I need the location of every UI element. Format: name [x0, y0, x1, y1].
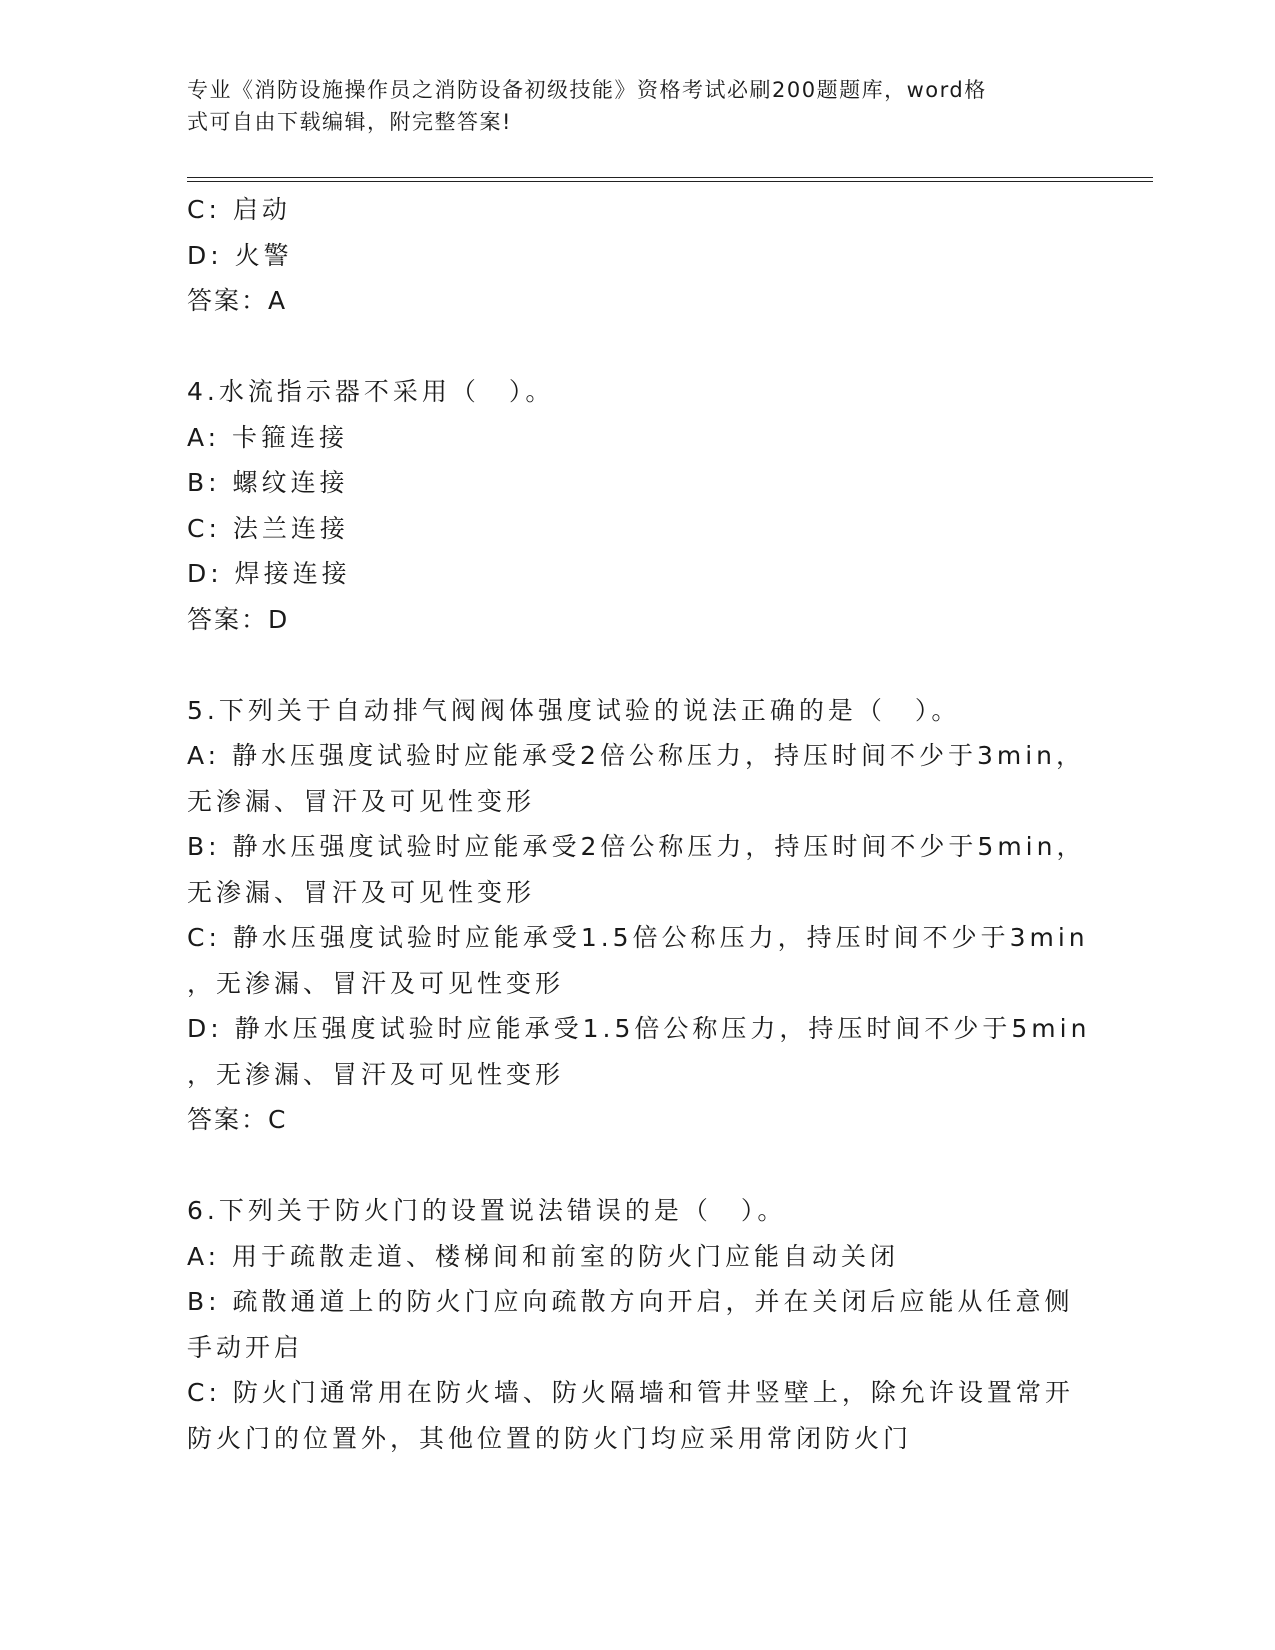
header-divider-bottom	[187, 181, 1153, 182]
q6-option-a: A: 用于疏散走道、楼梯间和前室的防火门应能自动关闭	[187, 1241, 900, 1271]
q5-option-d-line-1: D: 静水压强度试验时应能承受1.5倍公称压力，持压时间不少于5min	[187, 1014, 1091, 1043]
document-header	[187, 74, 1067, 138]
q4-stem: 4.水流指示器不采用（ ）。	[187, 377, 555, 406]
question-3-tail	[187, 187, 1087, 324]
q3-option-d: D: 火警	[187, 240, 293, 270]
q5-answer: 答案：C	[187, 1105, 288, 1134]
q5-option-a-line-1: A: 静水压强度试验时应能承受2倍公称压力，持压时间不少于3min，	[187, 741, 1085, 770]
q3-answer: 答案：A	[187, 286, 288, 315]
header-divider-top	[187, 177, 1153, 178]
q4-option-d: D: 焊接连接	[187, 559, 351, 588]
q5-option-b-line-2: 无渗漏、冒汗及可见性变形	[187, 877, 536, 907]
q6-option-b-line-1: B: 疏散通道上的防火门应向疏散方向开启，并在关闭后应能从任意侧	[187, 1287, 1074, 1316]
q6-stem: 6.下列关于防火门的设置说法错误的是（ ）。	[187, 1196, 787, 1225]
q5-stem: 5.下列关于自动排气阀阀体强度试验的说法正确的是（ ）。	[187, 695, 961, 725]
q5-option-c-line-1: C: 静水压强度试验时应能承受1.5倍公称压力，持压时间不少于3min	[187, 923, 1089, 952]
question-5	[187, 688, 1091, 1143]
q5-option-c-line-2: ，无渗漏、冒汗及可见性变形	[187, 968, 565, 998]
question-gap	[187, 324, 1087, 370]
q6-option-b-line-2: 手动开启	[187, 1332, 304, 1362]
header-line-2: 式可自由下载编辑，附完整答案!	[187, 110, 512, 134]
q6-option-c-line-1: C: 防火门通常用在防火墙、防火隔墙和管井竖壁上，除允许设置常开	[187, 1378, 1074, 1407]
q6-option-c-line-2: 防火门的位置外，其他位置的防火门均应采用常闭防火门	[187, 1423, 913, 1453]
q3-option-c: C: 启动	[187, 195, 291, 224]
q4-option-b: B: 螺纹连接	[187, 468, 349, 497]
q4-option-a: A: 卡箍连接	[187, 422, 349, 452]
q5-option-d-line-2: ，无渗漏、冒汗及可见性变形	[187, 1059, 565, 1089]
question-6	[187, 1188, 1087, 1461]
question-content	[187, 187, 1091, 1461]
question-gap	[187, 642, 1087, 688]
q5-option-b-line-1: B: 静水压强度试验时应能承受2倍公称压力，持压时间不少于5min，	[187, 832, 1086, 861]
q5-option-a-line-2: 无渗漏、冒汗及可见性变形	[187, 786, 536, 816]
question-gap	[187, 1143, 1087, 1189]
q4-answer: 答案：D	[187, 604, 290, 634]
question-4	[187, 369, 1087, 642]
header-line-1: 专业《消防设施操作员之消防设备初级技能》资格考试必刷200题题库，word格	[187, 78, 987, 102]
q4-option-c: C: 法兰连接	[187, 513, 349, 543]
